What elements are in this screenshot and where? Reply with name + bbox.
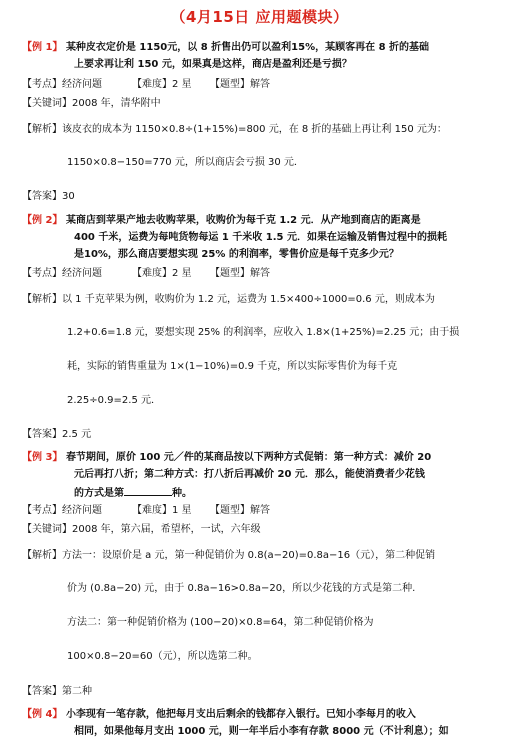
answer-blank bbox=[124, 486, 172, 496]
example-3-difficulty: 【难度】1 星 bbox=[132, 505, 192, 516]
example-3-meta bbox=[22, 505, 280, 517]
example-2-difficulty: 【难度】2 星 bbox=[132, 268, 192, 279]
example-3-analysis-1: 【解析】方法一：设原价是 a 元，第一种促销价为 0.8(a−20)=0.8a−16（元），第二种促销 bbox=[22, 550, 436, 561]
example-1-answer: 【答案】30 bbox=[22, 191, 75, 202]
example-3-line-2: 元后再打八折；第二种方式：打八折后再减价 20 元．那么，能使消费者少花钱 bbox=[74, 469, 425, 480]
example-1-kaodian: 【考点】经济问题 bbox=[22, 79, 102, 90]
example-2-line-3: 是10%，那么商店要想实现 25% 的利润率，零售价应是每千克多少元？ bbox=[74, 249, 399, 260]
example-3-keywords: 【关键词】2008 年，第六届，希望杯，一试，六年级 bbox=[22, 524, 261, 535]
example-4-tag: 【例 4】 bbox=[22, 709, 63, 720]
example-1-analysis-1: 【解析】该皮衣的成本为 1150×0.8÷(1+15%)=800 元，在 8 折的基础上再让利 150 元为： bbox=[22, 124, 447, 135]
example-1-tag: 【例 1】 bbox=[22, 42, 63, 53]
example-1-keywords: 【关键词】2008 年，清华附中 bbox=[22, 98, 161, 109]
example-3-text-3a: 的方式是第 bbox=[74, 488, 124, 499]
example-3-text-3b: 种。 bbox=[172, 488, 192, 499]
example-3-kaodian: 【考点】经济问题 bbox=[22, 505, 102, 516]
example-1-analysis-2: 1150×0.8−150=770 元，所以商店会亏损 30 元． bbox=[67, 157, 304, 168]
example-4-text-1: 小李现有一笔存款，他把每月支出后剩余的钱都存入银行。已知小李每月的收入 bbox=[65, 709, 416, 720]
example-3-text-1: 春节期间，原价 100 元／件的某商品按以下两种方式促销：第一种方式：减价 20 bbox=[65, 452, 432, 463]
example-2-answer: 【答案】2.5 元 bbox=[22, 429, 92, 440]
example-4-line-2: 相同，如果他每月支出 1000 元，则一年半后小李有存款 8000 元（不计利息）；如 bbox=[74, 726, 449, 737]
example-2-kaodian: 【考点】经济问题 bbox=[22, 268, 102, 279]
example-1-difficulty: 【难度】2 星 bbox=[132, 79, 192, 90]
example-3-answer: 【答案】第二种 bbox=[22, 686, 92, 697]
example-3-line-1 bbox=[22, 452, 431, 464]
example-2-type: 【题型】解答 bbox=[210, 268, 270, 279]
example-2-tag: 【例 2】 bbox=[22, 215, 63, 226]
example-3-tag: 【例 3】 bbox=[22, 452, 63, 463]
example-2-analysis-1: 【解析】以 1 千克苹果为例，收购价为 1.2 元，运费为 1.5×400÷1000=0.6 元，则成本为 bbox=[22, 294, 435, 305]
example-2-analysis-4: 2.25÷0.9=2.5 元． bbox=[67, 395, 162, 406]
example-1-line-2: 上要求再让利 150 元，如果真是这样，商店是盈利还是亏损？ bbox=[74, 59, 352, 70]
example-2-analysis-2: 1.2+0.6=1.8 元，要想实现 25% 的利润率，应收入 1.8×(1+25%)=2.25 元；由于损 bbox=[67, 327, 460, 338]
example-2-meta bbox=[22, 268, 280, 280]
example-3-analysis-4: 100×0.8−20=60（元），所以选第二种。 bbox=[67, 651, 258, 662]
example-2-line-2: 400 千米，运费为每吨货物每运 1 千米收 1.5 元．如果在运输及销售过程中的损耗 bbox=[74, 232, 447, 243]
example-2-analysis-3: 耗，实际的销售重量为 1×(1−10%)=0.9 千克，所以实际零售价为每千克 bbox=[67, 361, 398, 372]
example-1-type: 【题型】解答 bbox=[210, 79, 270, 90]
example-3-type: 【题型】解答 bbox=[210, 505, 270, 516]
example-1-line-1 bbox=[22, 42, 429, 54]
example-3-analysis-3: 方法二：第一种促销价格为 (100−20)×0.8=64，第二种促销价格为 bbox=[67, 617, 374, 628]
example-3-analysis-2: 价为 (0.8a−20) 元，由于 0.8a−16>0.8a−20，所以少花钱的方式是第二种. bbox=[67, 583, 416, 594]
example-1-text-1: 某种皮衣定价是 1150元，以 8 折售出仍可以盈利15%，某顾客再在 8 折的基础 bbox=[65, 42, 430, 53]
example-4-line-1 bbox=[22, 709, 416, 721]
example-1-meta bbox=[22, 79, 280, 91]
example-2-line-1 bbox=[22, 215, 421, 227]
example-3-line-3 bbox=[74, 486, 192, 500]
example-2-text-1: 某商店到苹果产地去收购苹果，收购价为每千克 1.2 元．从产地到商店的距离是 bbox=[65, 215, 421, 226]
page-title: （4月15日 应用题模块） bbox=[170, 8, 349, 26]
